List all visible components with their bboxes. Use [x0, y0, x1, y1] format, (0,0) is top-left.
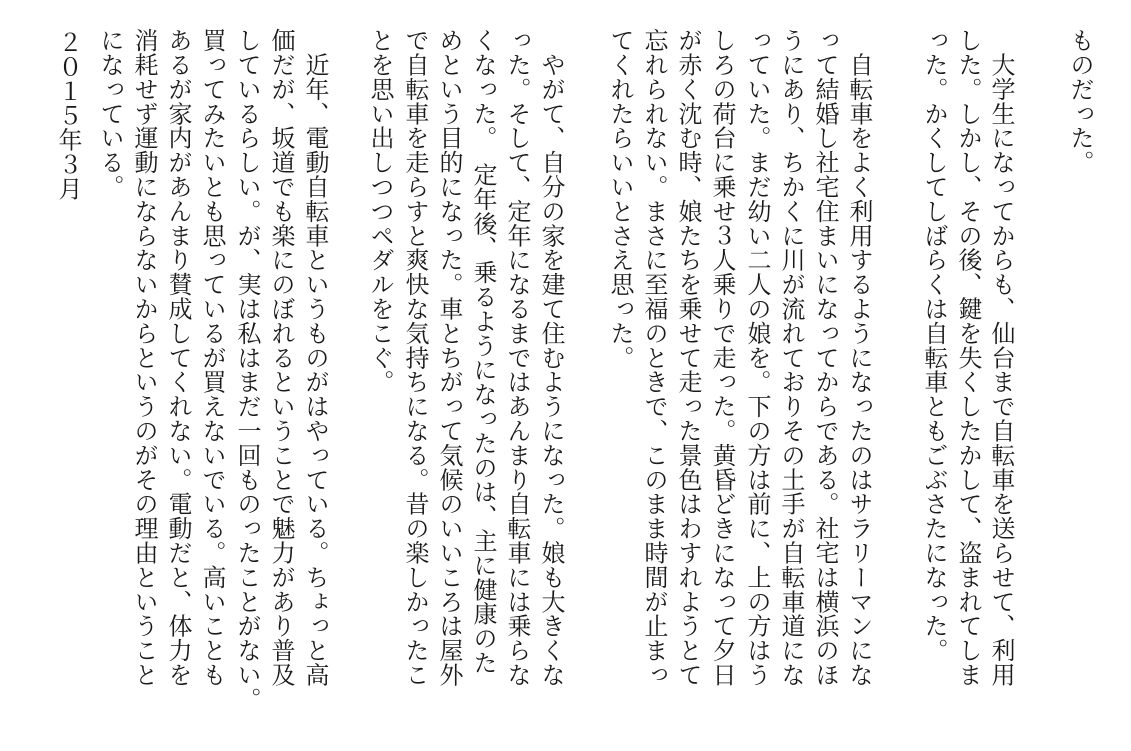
- text-column-20: 価だが、坂道でも楽にのぼれるということで魅力があり普及: [267, 28, 295, 687]
- text-column-3: した。しかし、その後、鍵を失くしたかして、盗まれてしま: [954, 28, 982, 687]
- text-column-9: しろの荷台に乗せ３人乗りで走った。黄昏どきになって夕日: [708, 28, 736, 687]
- text-column-15: くなった。 定年後、乗るようになったのは、主に健康のた: [469, 28, 497, 675]
- text-column-23: あるが家内があんまり賛成してくれない。電動だと、体力を: [164, 28, 192, 687]
- text-column-2: 大学生になってからも、仙台まで自転車を送らせて、利用: [987, 28, 1015, 687]
- text-column-4: った。かくしてしばらくは自転車ともごぶさたになった。: [920, 28, 948, 663]
- text-column-16: めという目的になった。車とちがって気候のいいころは屋外: [435, 28, 463, 687]
- text-column-11: 忘れられない。まさに至福のときで、このまま時間が止まっ: [640, 28, 668, 687]
- text-column-1: ものだった。: [1066, 28, 1094, 175]
- text-column-6: って結婚し社宅住まいになってからである。社宅は横浜のほ: [811, 28, 839, 687]
- text-column-18: とを思い出しつつペダルをこぐ。: [366, 28, 394, 394]
- text-column-10: が赤く沈む時、娘たちを乗せて走った景色はわすれようとて: [674, 28, 702, 687]
- text-column-5: 自転車をよく利用するようになったのはサラリーマンにな: [845, 28, 873, 687]
- text-column-22: 買ってみたいとも思っているが買えないでいる。高いことも: [198, 28, 226, 687]
- text-column-24: 消耗せず運動にならないからというのがその理由ということ: [130, 28, 158, 687]
- text-column-25: になっている。: [96, 28, 124, 199]
- text-column-12: てくれたらいいとさえ思った。: [606, 28, 634, 370]
- text-column-7: うにあり、ちかくに川が流れておりその土手が自転車道にな: [777, 28, 805, 687]
- text-column-8: っていた。まだ幼い二人の娘を。下の方は前に、上の方はう: [743, 28, 771, 687]
- text-column-14: った。そして、定年になるまではあんまり自転車には乗らな: [503, 28, 531, 687]
- text-column-21: しているらしい。が、実は私はまだ一回ものったことがない。: [233, 28, 261, 712]
- text-column-19: 近年、電動自転車というものがはやっている。ちょっと高: [301, 28, 329, 687]
- date-line: ２０１５年３月: [54, 30, 82, 201]
- text-column-13: やがて、自分の家を建て住むようになった。娘も大きくな: [537, 28, 565, 687]
- text-column-17: で自転車を走らすと爽快な気持ちになる。昔の楽しかったこ: [401, 28, 429, 687]
